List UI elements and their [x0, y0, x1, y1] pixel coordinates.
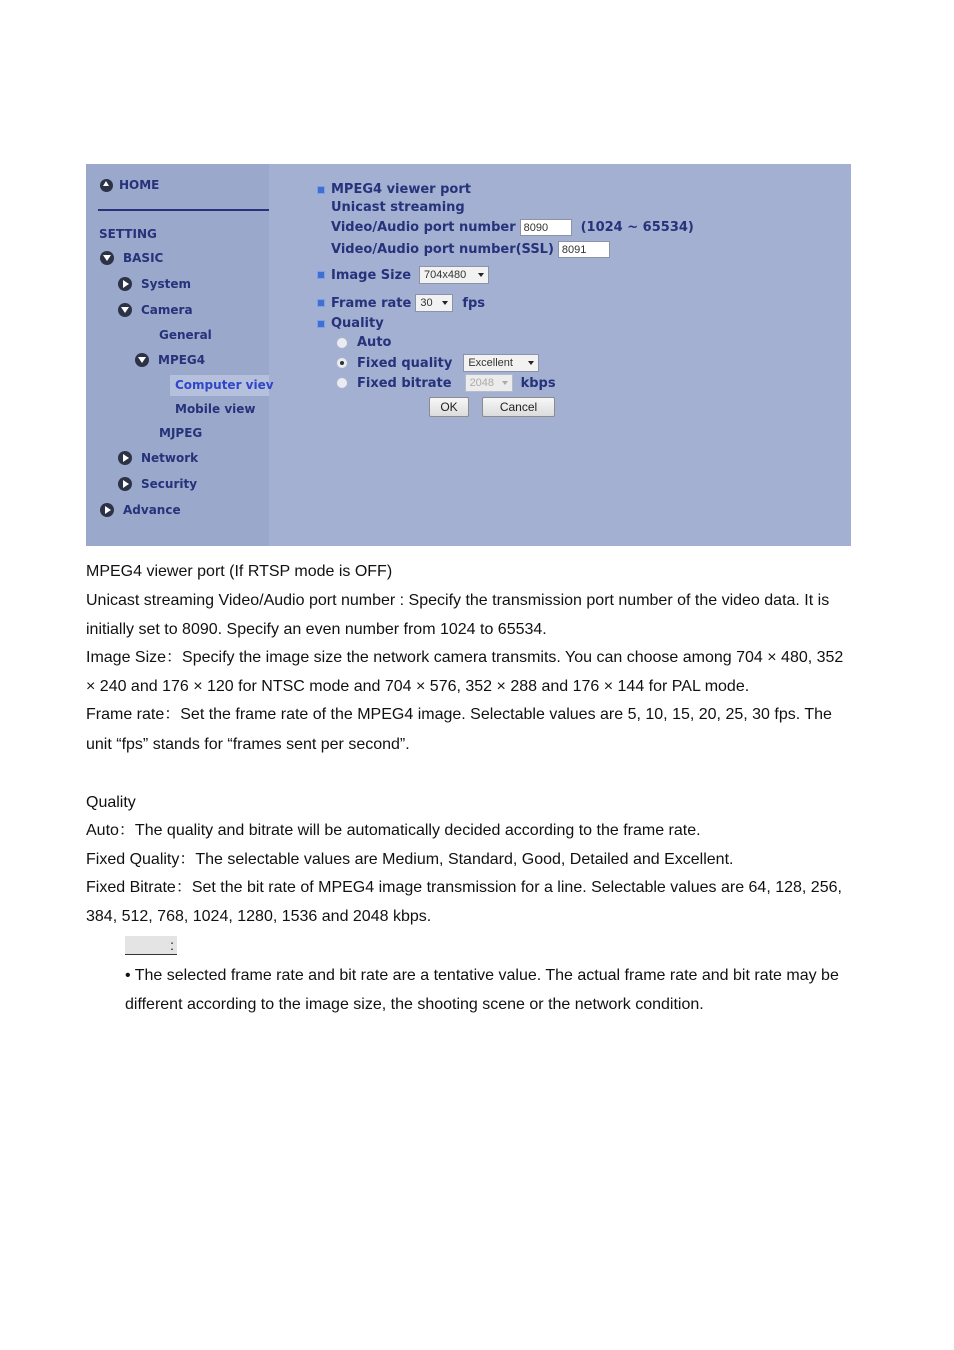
- nav-system-label: System: [141, 277, 191, 291]
- note-line: different according to the image size, the shooting scene or the network condition.: [125, 996, 704, 1013]
- fixed-bitrate-value: 2048: [469, 377, 495, 389]
- nav-setting-heading: [99, 227, 157, 241]
- frame-rate-value: 30: [420, 297, 433, 309]
- frame-rate-unit: fps: [462, 295, 486, 311]
- nav-general-label: General: [159, 328, 212, 342]
- section-mpeg4-viewer-port: [317, 182, 471, 197]
- image-size-value: 704x480: [424, 269, 467, 281]
- fixed-bitrate-option[interactable]: [336, 374, 556, 392]
- bullet-icon: [317, 320, 325, 328]
- doc-line: 384, 512, 768, 1024, 1280, 1536 and 2048 kbps.: [86, 908, 432, 925]
- fixed-quality-option[interactable]: [336, 354, 539, 372]
- nav-mjpeg-label: MJPEG: [159, 426, 203, 440]
- note-line: • The selected frame rate and bit rate are a tentative value. The actual frame rate and bit rate may be: [125, 967, 839, 984]
- nav-home[interactable]: [100, 178, 159, 192]
- doc-line: initially set to 8090. Specify an even number from 1024 to 65534.: [86, 621, 547, 638]
- nav-mpeg4[interactable]: [135, 353, 205, 367]
- nav-basic[interactable]: [100, 251, 163, 265]
- nav-advance-label: Advance: [123, 503, 181, 517]
- nav-network-label: Network: [141, 451, 199, 465]
- ssl-port-input[interactable]: 8091: [558, 241, 610, 258]
- chevron-right-icon: [118, 477, 132, 491]
- doc-heading-quality: Quality: [86, 794, 136, 811]
- port-range: (1024 ~ 65534): [580, 220, 694, 235]
- unicast-label-text: Unicast streaming: [331, 200, 465, 215]
- ok-button[interactable]: OK: [429, 397, 469, 417]
- nav-computer-view[interactable]: [175, 378, 274, 392]
- chevron-right-icon: [118, 277, 132, 291]
- fixed-bitrate-select[interactable]: [465, 374, 513, 392]
- chevron-right-icon: [100, 503, 114, 517]
- nav-mobile-view-label: Mobile view: [175, 402, 256, 416]
- fixed-quality-label: Fixed quality: [357, 355, 453, 371]
- chevron-down-icon: [100, 251, 114, 265]
- fixed-quality-value: Excellent: [468, 357, 513, 369]
- nav-mpeg4-label: MPEG4: [158, 353, 206, 367]
- ssl-port-label: Video/Audio port number(SSL): [331, 242, 554, 257]
- bullet-icon: [317, 271, 325, 279]
- cancel-button[interactable]: Cancel: [482, 397, 555, 417]
- chevron-down-icon: [478, 273, 484, 277]
- chevron-down-icon: [502, 381, 508, 385]
- nav-system[interactable]: [118, 277, 191, 291]
- nav-security-label: Security: [141, 477, 198, 491]
- chevron-down-icon: [135, 353, 149, 367]
- image-size-row: [317, 266, 489, 284]
- quality-label: Quality: [331, 316, 384, 331]
- frame-rate-row: [317, 294, 485, 312]
- doc-line: Frame rate：Set the frame rate of the MPEG4 image. Selectable values are 5, 10, 15, 20, 25, 30 fps. The: [86, 706, 832, 723]
- ssl-port-row: [331, 241, 610, 258]
- image-size-label: Image Size: [331, 267, 412, 283]
- nav-mobile-view[interactable]: [175, 402, 255, 416]
- section-title: MPEG4 viewer port: [331, 182, 471, 197]
- nav-advance[interactable]: [100, 503, 181, 517]
- doc-line: Unicast streaming Video/Audio port number : Specify the transmission port number of the video data. It is: [86, 592, 830, 609]
- nav-network[interactable]: [118, 451, 198, 465]
- chevron-right-icon: [118, 451, 132, 465]
- doc-line: Auto：The quality and bitrate will be automatically decided according to the frame rate.: [86, 822, 701, 839]
- nav-mjpeg[interactable]: [159, 426, 202, 440]
- auto-radio[interactable]: [336, 337, 348, 349]
- quality-heading: [317, 316, 384, 331]
- settings-sidebar: [86, 164, 274, 546]
- auto-label: Auto: [357, 335, 392, 350]
- home-icon: [100, 179, 113, 192]
- bitrate-unit: kbps: [520, 375, 556, 391]
- nav-general[interactable]: [159, 328, 212, 342]
- doc-line: × 240 and 176 × 120 for NTSC mode and 704 × 576, 352 × 288 and 176 × 144 for PAL mode.: [86, 678, 750, 695]
- frame-rate-select[interactable]: [415, 294, 453, 312]
- image-size-select[interactable]: [419, 266, 489, 284]
- port-input[interactable]: 8090: [520, 219, 572, 236]
- doc-line: MPEG4 viewer port (If RTSP mode is OFF): [86, 563, 393, 580]
- doc-line: unit “fps” stands for “frames sent per second”.: [86, 736, 410, 753]
- mpeg4-settings-form: [269, 164, 851, 546]
- fixed-quality-select[interactable]: [463, 354, 539, 372]
- doc-line: Fixed Bitrate：Set the bit rate of MPEG4 image transmission for a line. Selectable values are 64, 128, 256,: [86, 879, 842, 896]
- bullet-icon: [317, 186, 325, 194]
- quality-auto-option[interactable]: [336, 335, 391, 350]
- chevron-down-icon: [118, 303, 132, 317]
- nav-divider: [98, 209, 269, 211]
- nav-computer-view-label: Computer viev: [175, 378, 274, 392]
- port-label: Video/Audio port number: [331, 220, 516, 235]
- fixed-quality-radio[interactable]: [336, 357, 348, 369]
- nav-security[interactable]: [118, 477, 197, 491]
- port-row: [331, 219, 694, 236]
- doc-line: Fixed Quality：The selectable values are Medium, Standard, Good, Detailed and Excellent.: [86, 851, 734, 868]
- unicast-label: [331, 200, 465, 215]
- doc-line: Image Size：Specify the image size the network camera transmits. You can choose among 704 × 480, 352: [86, 649, 844, 666]
- bullet-icon: [317, 299, 325, 307]
- fixed-bitrate-label: Fixed bitrate: [357, 375, 452, 391]
- nav-setting-label: SETTING: [99, 227, 157, 241]
- fixed-bitrate-radio[interactable]: [336, 377, 348, 389]
- chevron-down-icon: [442, 301, 448, 305]
- settings-screenshot: [86, 164, 851, 546]
- frame-rate-label: Frame rate: [331, 295, 412, 311]
- chevron-down-icon: [528, 361, 534, 365]
- nav-camera[interactable]: [118, 303, 193, 317]
- nav-camera-label: Camera: [141, 303, 193, 317]
- nav-home-label: HOME: [119, 178, 160, 192]
- nav-basic-label: BASIC: [123, 251, 164, 265]
- note-label: :: [125, 936, 177, 955]
